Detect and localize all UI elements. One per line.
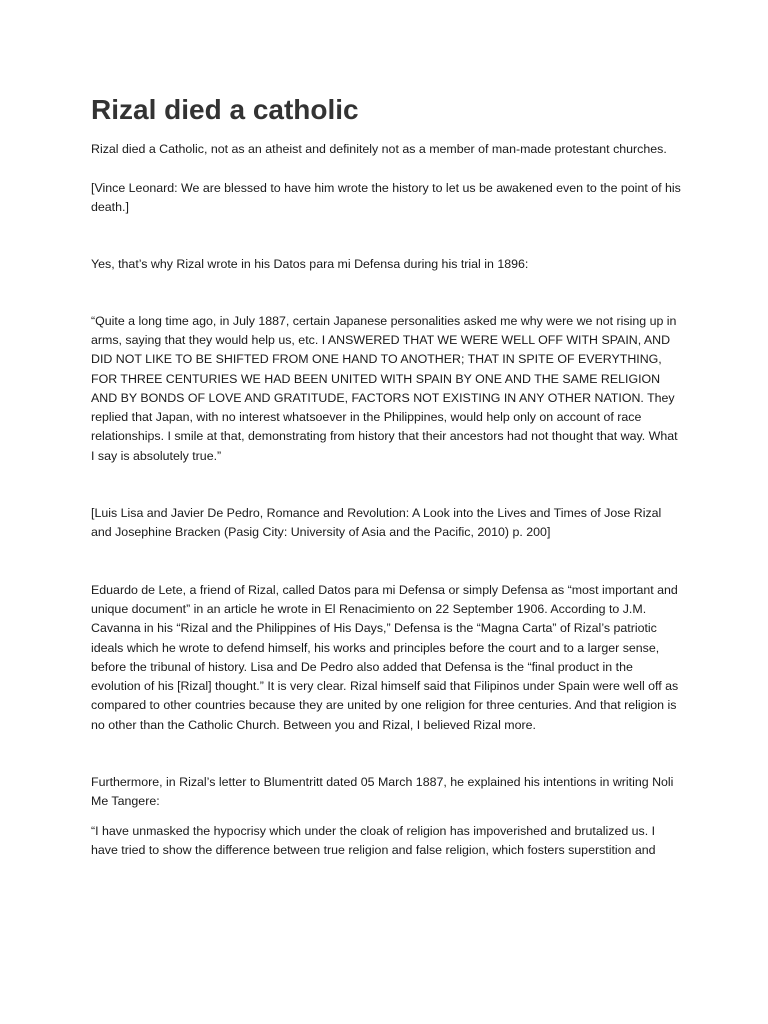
blockquote-noli-me-tangere: “I have unmasked the hypocrisy which under the cloak of religion has impoverished and brutalized us. I have tried to show the difference between true religion and false religion, which fosters superstition and bbox=[91, 823, 656, 857]
page-title: Rizal died a catholic bbox=[91, 94, 359, 125]
paragraph-eduardo-de-lete: Eduardo de Lete, a friend of Rizal, called Datos para mi Defensa or simply Defensa as “most important and unique document” in an article he wrote in El Renacimiento on 22 September 1906. According to J.M. Cavanna in his “Rizal and the Philippines of His Days,” Defensa is the “Magna Carta” of Rizal’s patriotic ideals which he wrote to defend himself, his works and principles before the court and to a larger sense, before the tribunal of history. Lisa and De Pedro also added that Defensa is the “final product in the evolution of his [Rizal] thought.” It is very clear. Rizal himself said that Filipinos under Spain were well off as compared to other countries because they are united by one religion for three centuries. And that religion is no other than the Catholic Church. Between you and Rizal, I believed Rizal more. bbox=[91, 582, 679, 732]
article-body bbox=[91, 140, 681, 860]
paragraph-blumentritt-letter: Furthermore, in Rizal’s letter to Blumentritt dated 05 March 1887, he explained his intentions in writing Noli Me Tangere: bbox=[91, 775, 674, 809]
paragraph-intro: Rizal died a Catholic, not as an atheist and definitely not as a member of man-made protestant churches. bbox=[91, 142, 667, 156]
blockquote-defensa: “Quite a long time ago, in July 1887, certain Japanese personalities asked me why were we not rising up in arms, saying that they would help us, etc. I ANSWERED THAT WE WERE WELL OFF WITH SPAIN, AND DID NOT LIKE TO BE SHIFTED FROM ONE HAND TO ANOTHER; THAT IN SPITE OF EVERYTHING, FOR THREE CENTURIES WE HAD BEEN UNITED WITH SPAIN BY ONE AND THE SAME RELIGION AND BY BONDS OF LOVE AND GRATITUDE, FACTORS NOT EXISTING IN ANY OTHER NATION. They replied that Japan, with no interest whatsoever in the Philippines, would help only on account of race relationships. I smile at that, demonstrating from history that their ancestors had not thought that way. What I say is absolutely true.” bbox=[91, 313, 678, 463]
paragraph-citation: [Luis Lisa and Javier De Pedro, Romance and Revolution: A Look into the Lives and Times of Jose Rizal and Josephine Bracken (Pasig City: University of Asia and the Pacific, 2010) p. 200] bbox=[91, 506, 662, 540]
paragraph-vince-leonard-note: [Vince Leonard: We are blessed to have him wrote the history to let us be awakened even to the point of his death.] bbox=[91, 180, 681, 215]
paragraph-datos-defensa-intro: Yes, that’s why Rizal wrote in his Datos para mi Defensa during his trial in 1896: bbox=[91, 257, 529, 272]
